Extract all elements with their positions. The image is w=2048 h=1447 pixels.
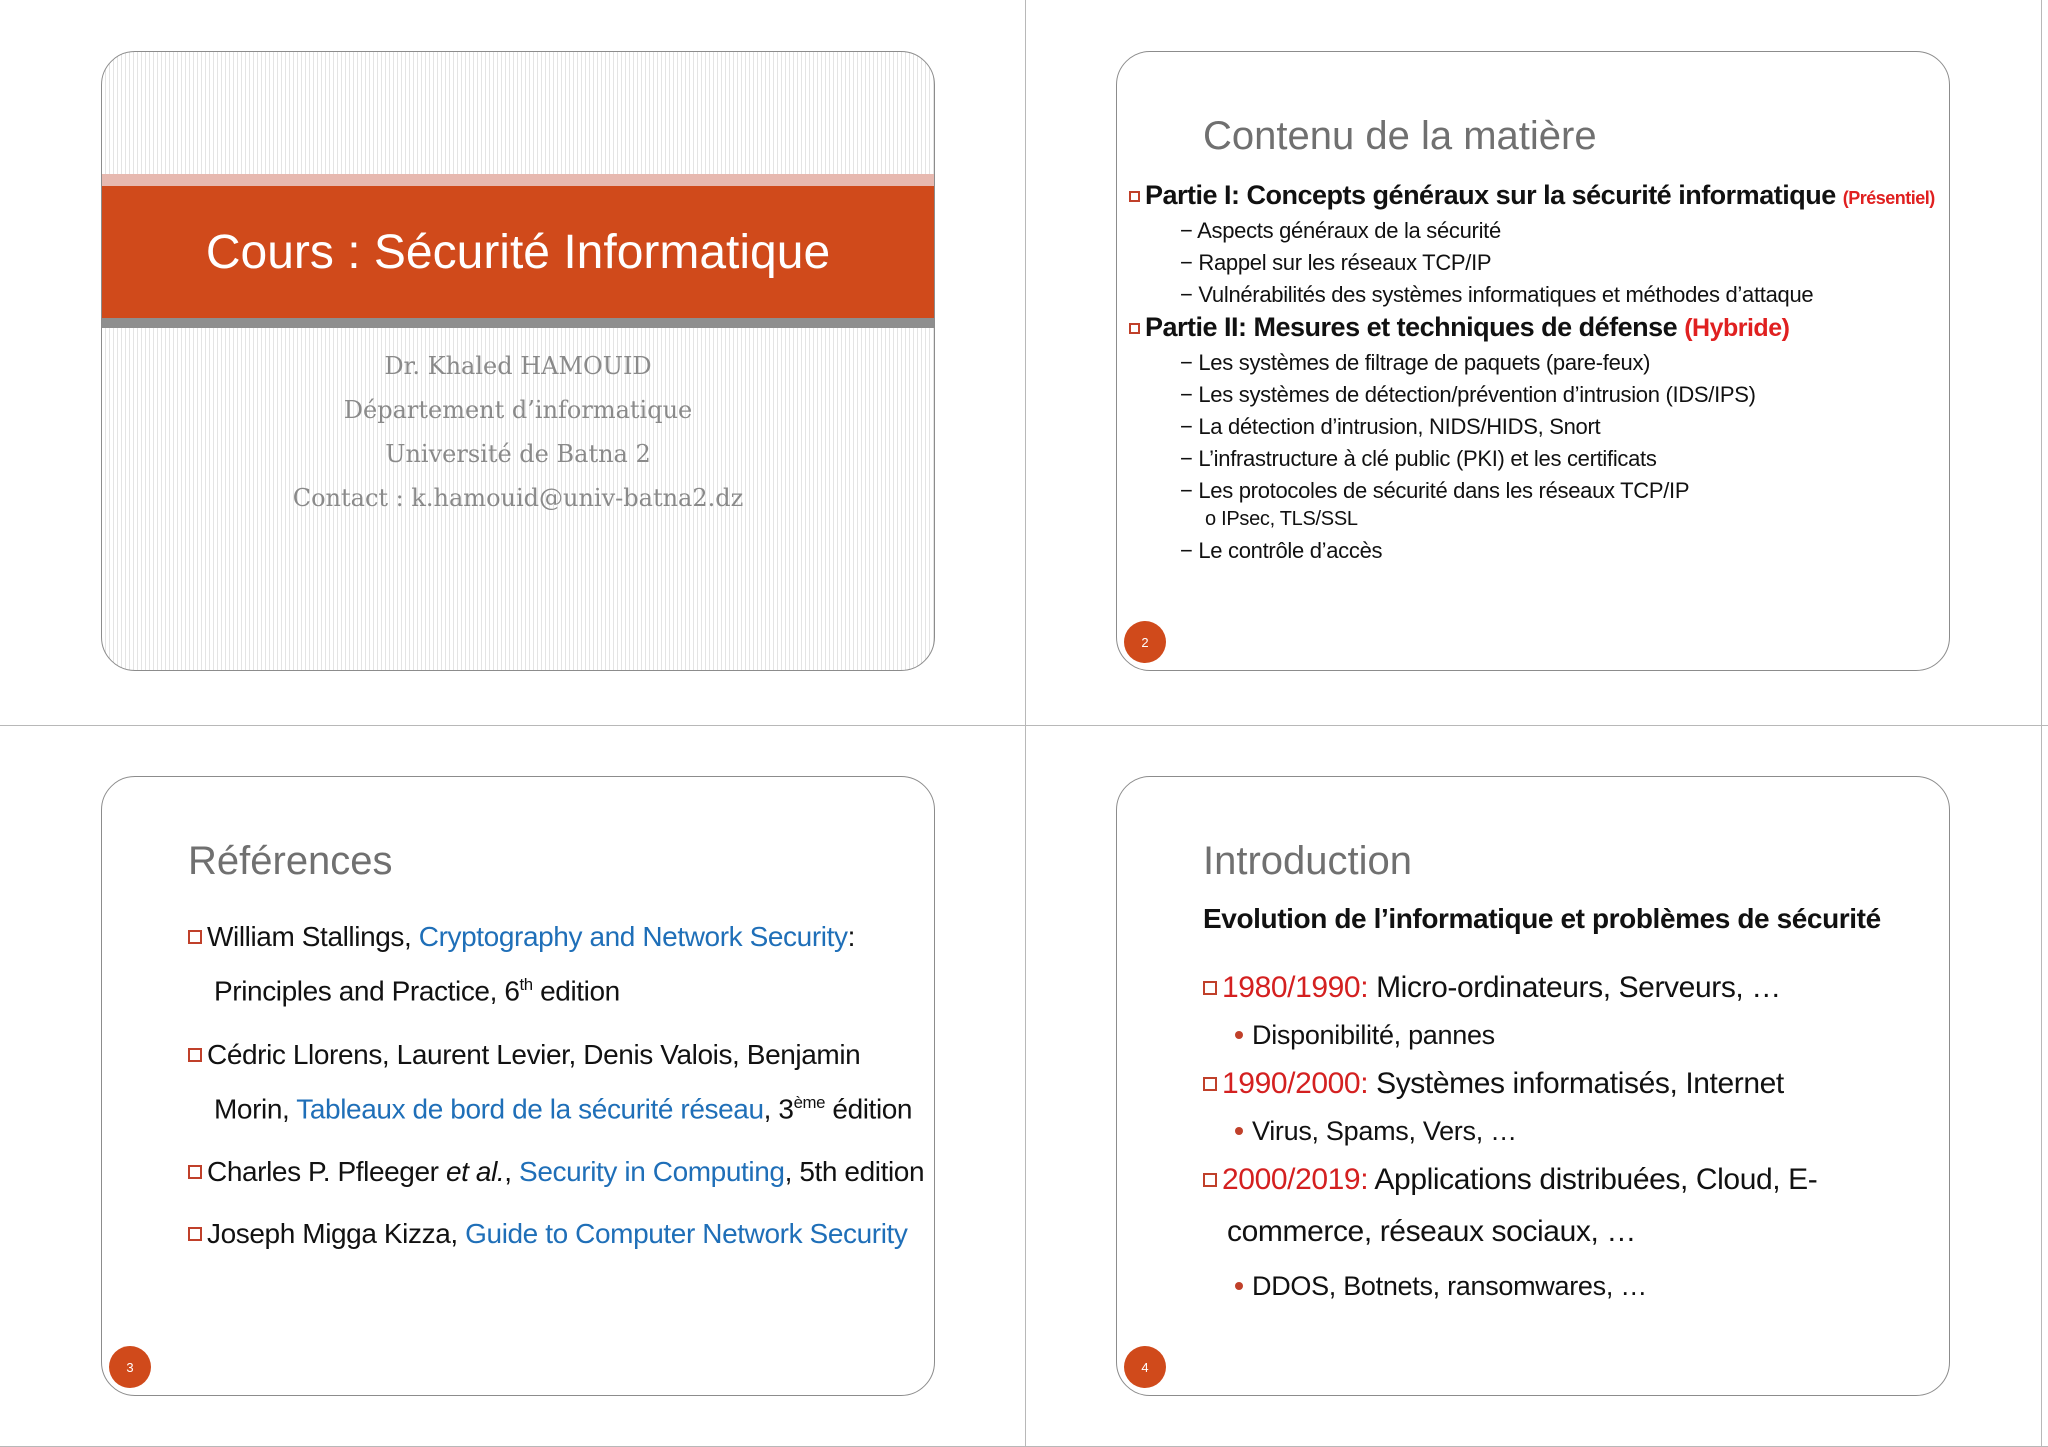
book-title: Cryptography and Network Security [418, 921, 848, 952]
page-number: 4 [1124, 1346, 1166, 1388]
reference-1-line-2: Principles and Practice, 6th edition [214, 975, 620, 1007]
list-subitem: o IPsec, TLS/SSL [1205, 508, 1358, 530]
reference-2-line-1: Cédric Llorens, Laurent Levier, Denis Valois, Benjamin [188, 1039, 860, 1071]
timeline-subitem-3: DDOS, Botnets, ransomwares, … [1235, 1271, 1647, 1302]
slide-4 [1116, 776, 1950, 1396]
slide-2 [1116, 51, 1950, 671]
title-band-top [102, 174, 934, 186]
page-divider-right [2041, 0, 2042, 1447]
page-number: 2 [1124, 621, 1166, 663]
timeline-item-3: 2000/2019: Applications distribuées, Cloud, E- [1203, 1163, 1817, 1197]
slide-1 [101, 51, 935, 671]
part-1-tag: (Présentiel) [1842, 188, 1935, 208]
slide-title: Références [188, 839, 393, 883]
department: Département d’informatique [343, 396, 693, 424]
reference-2-line-2: Morin, Tableaux de bord de la sécurité réseau, 3ème édition [214, 1093, 913, 1125]
timeline-item-1: 1980/1990: Micro-ordinateurs, Serveurs, … [1203, 971, 1781, 1005]
list-item: − La détection d’intrusion, NIDS/HIDS, Snort [1180, 414, 1601, 439]
list-item: − Le contrôle d’accès [1180, 538, 1383, 563]
page-divider-vertical [1025, 0, 1026, 1447]
reference-3: Charles P. Pfleeger et al., Security in Computing, 5th edition [188, 1156, 924, 1188]
timeline-subitem-2: Virus, Spams, Vers, … [1235, 1116, 1517, 1147]
period-label: 2000/2019: [1222, 1163, 1369, 1196]
part-2-tag: (Hybride) [1684, 314, 1790, 342]
square-bullet-icon [1203, 981, 1217, 995]
timeline-item-2: 1990/2000: Systèmes informatisés, Internet [1203, 1067, 1784, 1101]
book-title: Security in Computing [519, 1156, 785, 1187]
timeline-subitem-1: Disponibilité, pannes [1235, 1020, 1495, 1051]
list-item: − L’infrastructure à clé public (PKI) et les certificats [1180, 446, 1657, 471]
list-item: − Les systèmes de filtrage de paquets (pare-feux) [1180, 350, 1651, 375]
slide-title: Contenu de la matière [1203, 114, 1597, 158]
contact-email: Contact : k.hamouid@univ-batna2.dz [292, 484, 744, 512]
title-band [102, 186, 934, 318]
book-title: Guide to Computer Network Security [465, 1218, 908, 1249]
slide-title: Introduction [1203, 839, 1413, 883]
square-bullet-icon [1203, 1077, 1217, 1091]
square-bullet-icon [1129, 323, 1140, 334]
list-item: − Vulnérabilités des systèmes informatiques et méthodes d’attaque [1180, 282, 1814, 307]
reference-4: Joseph Migga Kizza, Guide to Computer Network Security [188, 1218, 908, 1250]
square-bullet-icon [1129, 191, 1140, 202]
slide-3 [101, 776, 935, 1396]
timeline-item-3-continued: commerce, réseaux sociaux, … [1227, 1215, 1636, 1248]
period-label: 1990/2000: [1222, 1067, 1369, 1100]
square-bullet-icon [188, 1048, 202, 1062]
square-bullet-icon [1203, 1173, 1217, 1187]
list-item: − Rappel sur les réseaux TCP/IP [1180, 250, 1492, 275]
page-number: 3 [109, 1346, 151, 1388]
course-title: Cours : Sécurité Informatique [205, 225, 831, 279]
dot-bullet-icon [1235, 1127, 1243, 1135]
part-2-heading: Partie II: Mesures et techniques de défense (Hybride) [1129, 312, 1789, 343]
part-1-heading: Partie I: Concepts généraux sur la sécurité informatique (Présentiel) [1129, 180, 1935, 211]
slide-subtitle: Evolution de l’informatique et problèmes de sécurité [1203, 903, 1881, 934]
list-item: − Aspects généraux de la sécurité [1180, 218, 1501, 243]
page-divider-horizontal [0, 725, 2048, 726]
reference-1-line-1: William Stallings, Cryptography and Network Security: [188, 921, 855, 953]
author-name: Dr. Khaled HAMOUID [384, 352, 652, 380]
square-bullet-icon [188, 1227, 202, 1241]
square-bullet-icon [188, 1165, 202, 1179]
title-band-bottom [102, 318, 934, 328]
period-label: 1980/1990: [1222, 971, 1369, 1004]
dot-bullet-icon [1235, 1031, 1243, 1039]
dot-bullet-icon [1235, 1282, 1243, 1290]
author-block [102, 344, 934, 520]
list-item: − Les systèmes de détection/prévention d’intrusion (IDS/IPS) [1180, 382, 1756, 407]
list-item: − Les protocoles de sécurité dans les réseaux TCP/IP [1180, 478, 1690, 503]
book-title: Tableaux de bord de la sécurité réseau [296, 1093, 764, 1125]
square-bullet-icon [188, 930, 202, 944]
university: Université de Batna 2 [385, 440, 651, 468]
